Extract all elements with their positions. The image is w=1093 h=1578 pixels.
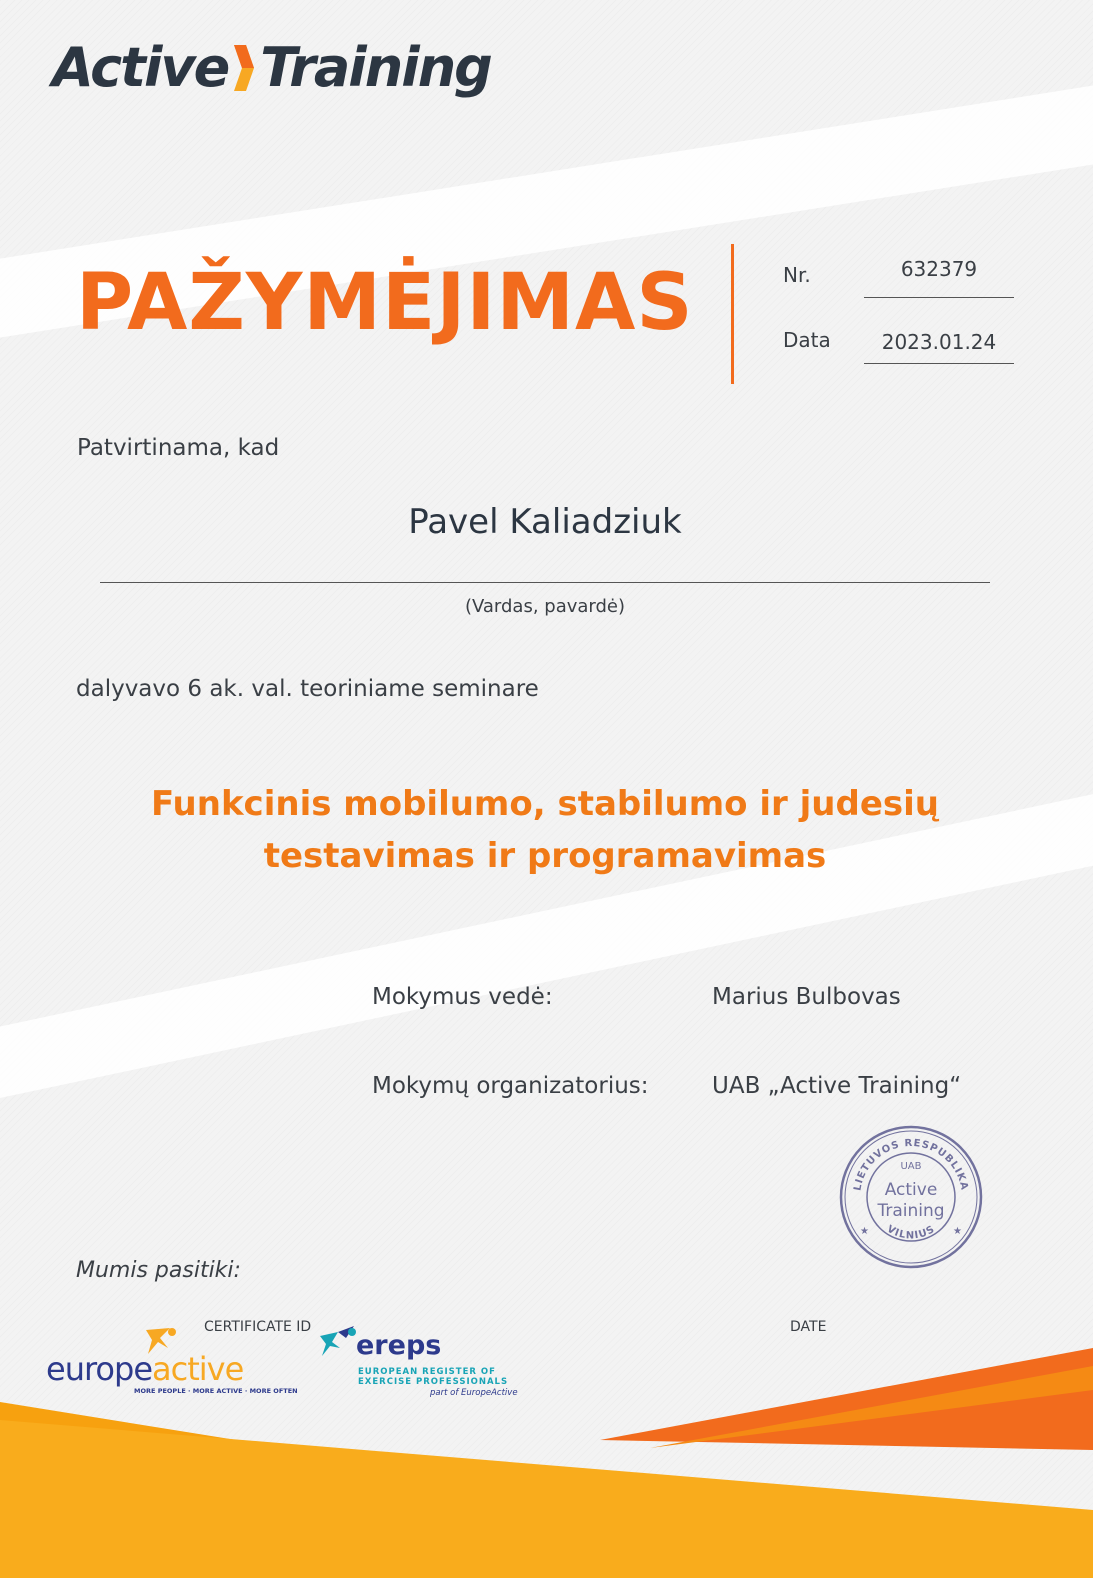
number-value: 632379	[900, 257, 978, 281]
europeactive-tagline: MORE PEOPLE · MORE ACTIVE · MORE OFTEN	[134, 1387, 298, 1395]
date-caption: DATE	[790, 1319, 827, 1335]
recipient-name: Pavel Kaliadziuk	[408, 502, 682, 542]
svg-text:★: ★	[953, 1226, 962, 1237]
europeactive-logo	[46, 1350, 243, 1388]
svg-text:UAB: UAB	[900, 1161, 922, 1172]
svg-text:VILNIUS: VILNIUS	[884, 1223, 938, 1242]
trainer-label: Mokymus vedė:	[372, 984, 553, 1010]
title-divider	[731, 244, 734, 384]
chevron-logo-icon	[230, 43, 256, 93]
logo-word-active: Active	[52, 36, 229, 99]
ereps-logo-word: ereps	[356, 1330, 442, 1361]
ereps-subtitle-1: EUROPEAN REGISTER OF	[358, 1367, 496, 1377]
name-caption: (Vardas, pavardė)	[464, 596, 626, 617]
ereps-figure-icon	[318, 1322, 360, 1358]
active-training-logo	[52, 36, 491, 99]
svg-text:LIETUVOS RESPUBLIKA: LIETUVOS RESPUBLIKA	[852, 1137, 970, 1192]
date-underline	[864, 363, 1014, 364]
course-title-line-1: Funkcinis mobilumo, stabilumo ir judesių	[151, 784, 939, 824]
svg-text:Training: Training	[877, 1201, 945, 1221]
certificate-title: PAŽYMĖJIMAS	[76, 258, 694, 348]
certificate-id-label: CERTIFICATE ID	[204, 1319, 312, 1335]
date-value: 2023.01.24	[881, 330, 997, 354]
europeactive-word-europe: europe	[46, 1350, 152, 1388]
official-seal-stamp-icon	[838, 1124, 984, 1270]
number-label: Nr.	[783, 263, 811, 287]
trainer-value: Marius Bulbovas	[712, 984, 901, 1010]
date-label: Data	[783, 328, 831, 352]
name-underline	[100, 582, 990, 583]
organizer-label: Mokymų organizatorius:	[372, 1073, 649, 1099]
svg-text:★: ★	[860, 1226, 869, 1237]
svg-text:Active: Active	[884, 1180, 938, 1200]
trusted-by-label: Mumis pasitiki:	[76, 1258, 241, 1283]
ereps-subtitle-3: part of EuropeActive	[430, 1388, 518, 1398]
logo-word-training: Training	[260, 36, 491, 99]
course-title-line-2: testavimas ir programavimas	[263, 836, 827, 876]
organizer-value: UAB „Active Training“	[712, 1073, 962, 1099]
number-underline	[864, 297, 1014, 298]
ereps-subtitle-2: EXERCISE PROFESSIONALS	[358, 1377, 509, 1387]
course-title	[60, 778, 1030, 882]
intro-text: Patvirtinama, kad	[77, 435, 280, 461]
europeactive-word-active: active	[152, 1350, 244, 1388]
participation-text: dalyvavo 6 ak. val. teoriniame seminare	[76, 676, 539, 702]
